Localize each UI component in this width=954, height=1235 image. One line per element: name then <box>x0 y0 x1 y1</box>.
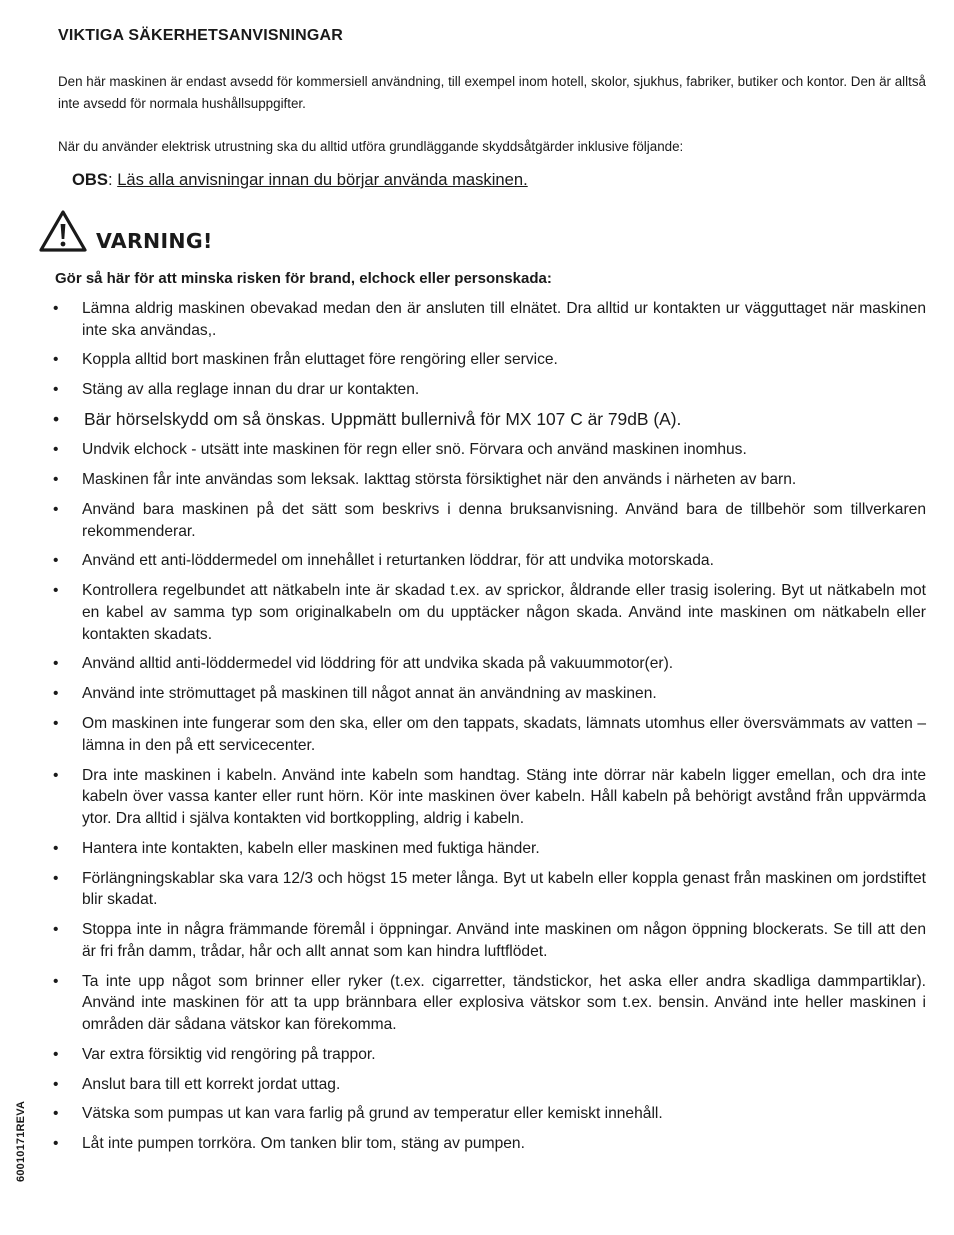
page-title: VIKTIGA SÄKERHETSANVISNINGAR <box>58 27 344 44</box>
list-item: • Var extra försiktig vid rengöring på trappor. <box>0 1044 926 1066</box>
list-item: • Stoppa inte in några främmande föremål i öppningar. Använd inte maskinen om någon öppning blockerats. Se till att den är fri från damm, trådar, hår och allt annat som kan hindra luftflödet. <box>0 919 926 962</box>
list-item: • Stäng av alla reglage innan du drar ur kontakten. <box>0 379 926 401</box>
list-item: • Koppla alltid bort maskinen från eluttaget före rengöring eller service. <box>0 349 926 371</box>
list-item: • Lämna aldrig maskinen obevakad medan den är ansluten till elnätet. Dra alltid ur kontakten ur vägguttaget när maskinen inte ska användas,. <box>0 298 926 341</box>
list-item: • Använd alltid anti-löddermedel vid löddring för att undvika skada på vakuummotor(er). <box>0 653 926 675</box>
list-item: • Anslut bara till ett korrekt jordat uttag. <box>0 1074 926 1096</box>
list-item: • Maskinen får inte användas som leksak. Iakttag största försiktighet när den används i närheten av barn. <box>0 469 926 491</box>
obs-label: OBS <box>72 170 108 189</box>
basic-precautions-paragraph: När du använder elektrisk utrustning ska du alltid utföra grundläggande skyddsåtgärder inklusive följande: <box>58 139 684 154</box>
obs-text: Läs alla anvisningar innan du börjar använda maskinen. <box>117 170 528 189</box>
safety-rules-list <box>0 298 926 1163</box>
list-item: • Dra inte maskinen i kabeln. Använd inte kabeln som handtag. Stäng inte dörrar när kabeln ligger emellan, och dra inte kabeln över vassa kanter eller runt hörn. Kör inte maskinen över kabeln. Håll kabeln på behörigt avstånd från uppvärmda ytor. Dra alltid i själva kontakten vid bortkoppling, aldrig i kabeln. <box>0 765 926 830</box>
list-item: • Om maskinen inte fungerar som den ska, eller om den tappats, skadats, lämnats utomhus eller översvämmats av vatten – lämna in den på ett servicecenter. <box>0 713 926 756</box>
warning-lead: Gör så här för att minska risken för brand, elchock eller personskada: <box>55 270 552 287</box>
list-item: • Förlängningskablar ska vara 12/3 och högst 15 meter långa. Byt ut kabeln eller koppla genast från maskinen om jordstiftet blir skadat. <box>0 868 926 911</box>
list-item: • Hantera inte kontakten, kabeln eller maskinen med fuktiga händer. <box>0 838 926 860</box>
list-item: • Använd bara maskinen på det sätt som beskrivs i denna bruksanvisning. Använd bara de tillbehör som tillverkaren rekommenderar. <box>0 499 926 542</box>
obs-notice <box>72 169 528 191</box>
warning-triangle-icon <box>38 209 88 253</box>
list-item: • Ta inte upp något som brinner eller ryker (t.ex. cigarretter, tändstickor, het aska eller andra skadliga dammpartiklar). Använd inte maskinen för att ta upp brännbara eller explosiva vätskor som t.ex. bensin. Använd inte heller maskinen i områden där sådana vätskor kan förekomma. <box>0 971 926 1036</box>
list-item: • Använd inte strömuttaget på maskinen till något annat än användning av maskinen. <box>0 683 926 705</box>
intro-paragraph: Den här maskinen är endast avsedd för kommersiell användning, till exempel inom hotell, skolor, sjukhus, fabriker, butiker och kontor. Den är alltså inte avsedd för normala hushållsuppgifter. <box>58 74 926 111</box>
document-code: 60010171REVA <box>15 1100 27 1182</box>
list-item: • Vätska som pumpas ut kan vara farlig på grund av temperatur eller kemiskt innehåll. <box>0 1103 926 1125</box>
obs-separator: : <box>107 170 118 189</box>
list-item: • Låt inte pumpen torrköra. Om tanken blir tom, stäng av pumpen. <box>0 1133 926 1155</box>
list-item: • Bär hörselskydd om så önskas. Uppmätt bullernivå för MX 107 C är 79dB (A). <box>0 409 926 431</box>
warning-heading: VARNING! <box>96 229 213 253</box>
list-item: • Kontrollera regelbundet att nätkabeln inte är skadad t.ex. av sprickor, åldrande eller trasig isolering. Byt ut nätkabeln mot en kabel av samma typ som originalkabeln om du upptäcker någon skada. Använd inte maskinen om nätkabeln eller kontakten skadats. <box>0 580 926 645</box>
list-item: • Undvik elchock - utsätt inte maskinen för regn eller snö. Förvara och använd maskinen inomhus. <box>0 439 926 461</box>
list-item: • Använd ett anti-löddermedel om innehållet i returtanken löddrar, för att undvika motorskada. <box>0 550 926 572</box>
